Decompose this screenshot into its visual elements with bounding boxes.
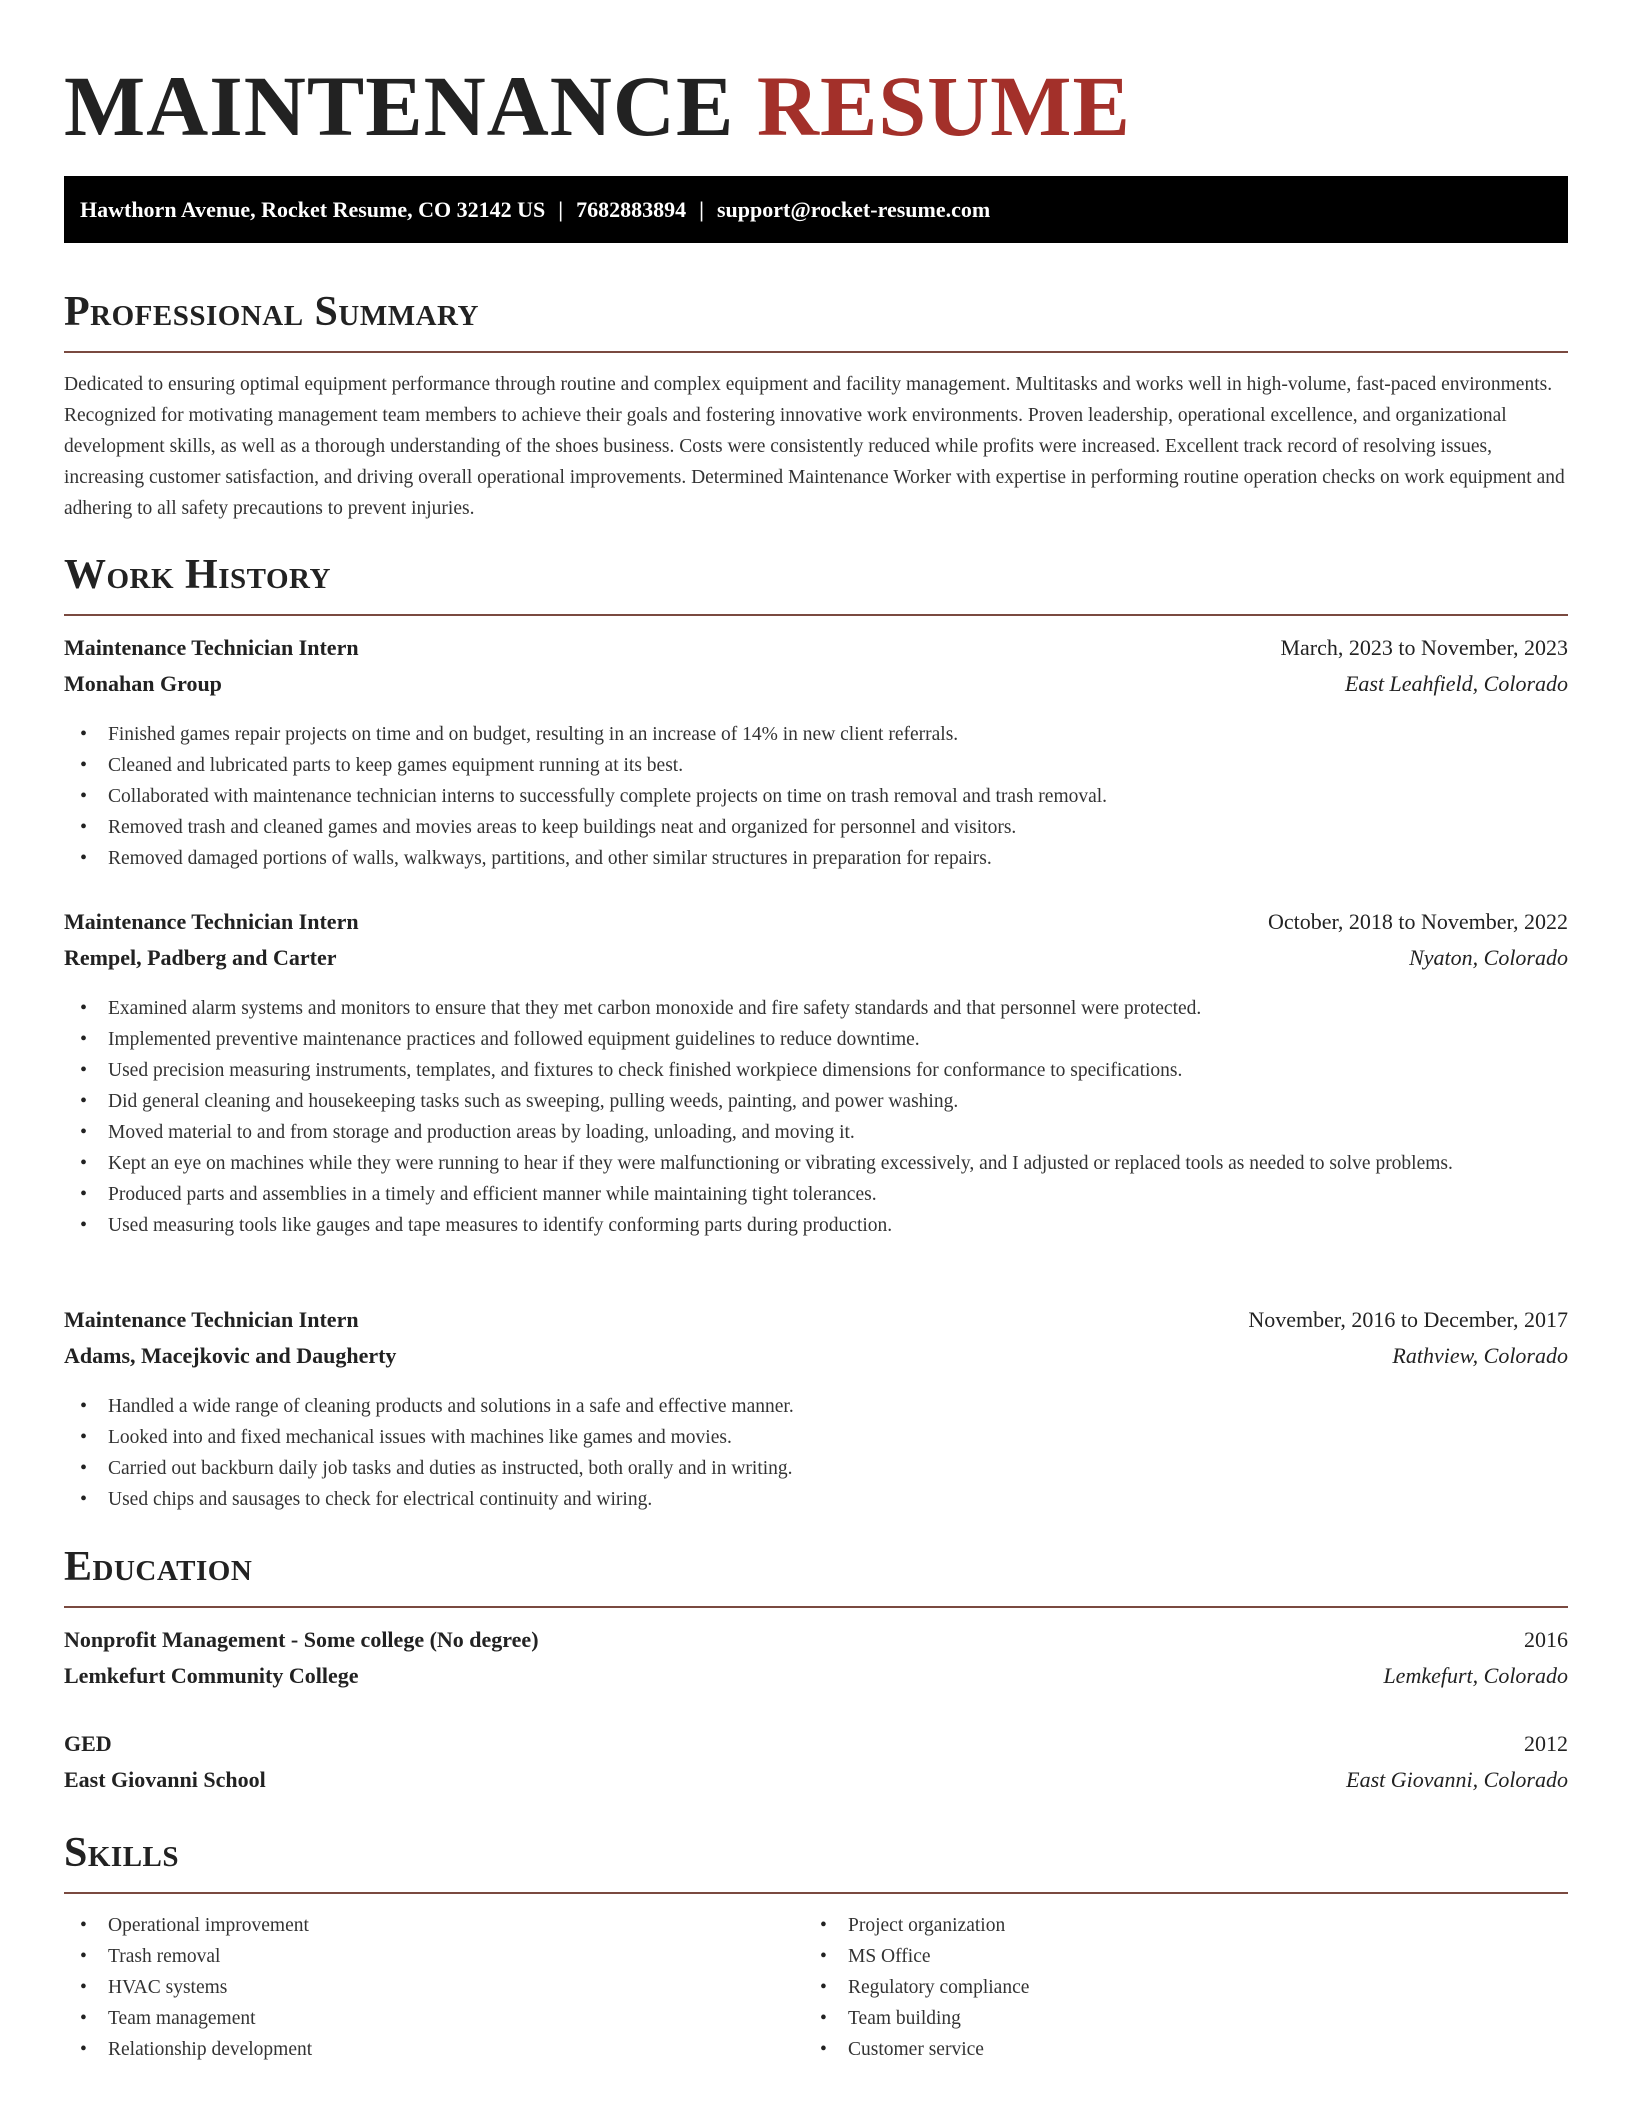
list-item: • Finished games repair projects on time and on budget, resulting in an increase of 14% in new client referrals.	[64, 719, 1568, 750]
job-location: East Leahfield, Colorado	[1344, 671, 1568, 696]
job-title-row	[64, 1303, 1568, 1337]
education-year: 2012	[1524, 1731, 1568, 1756]
skill-item: • Relationship development	[64, 2034, 764, 2065]
job-dates: November, 2016 to December, 2017	[1248, 1307, 1568, 1332]
list-item: • Handled a wide range of cleaning products and solutions in a safe and effective manner.	[64, 1391, 1568, 1422]
skill-item: • Team building	[804, 2003, 1504, 2034]
education-school-row	[64, 1659, 1568, 1693]
section-title-summary: Professional Summary	[64, 289, 479, 335]
job-role: Maintenance Technician Intern	[64, 635, 359, 660]
education-school: Lemkefurt Community College	[64, 1663, 359, 1688]
list-item: • Moved material to and from storage and production areas by loading, unloading, and moving it.	[64, 1117, 1568, 1148]
resume-title-accent: RESUME	[756, 58, 1131, 154]
job-role: Maintenance Technician Intern	[64, 1307, 359, 1332]
education-degree-row	[64, 1727, 1568, 1761]
job-location: Rathview, Colorado	[1392, 1343, 1568, 1368]
job-company: Monahan Group	[64, 671, 222, 696]
section-divider	[64, 1892, 1568, 1894]
list-item: • Kept an eye on machines while they were running to hear if they were malfunctioning or vibrating excessively, and I adjusted or replaced tools as needed to solve problems.	[64, 1148, 1568, 1179]
education-degree: GED	[64, 1731, 112, 1756]
section-title-education: Education	[64, 1544, 253, 1590]
job-company: Rempel, Padberg and Carter	[64, 945, 337, 970]
education-degree: Nonprofit Management - Some college (No degree)	[64, 1627, 539, 1652]
skill-item: • Operational improvement	[64, 1910, 764, 1941]
skill-item: • Customer service	[804, 2034, 1504, 2065]
skills-list-left	[64, 1910, 764, 2065]
list-item: • Implemented preventive maintenance practices and followed equipment guidelines to reduce downtime.	[64, 1024, 1568, 1055]
section-title-skills: Skills	[64, 1830, 180, 1876]
contact-bar	[64, 176, 1568, 243]
contact-separator: |	[699, 197, 704, 222]
job-dates: March, 2023 to November, 2023	[1280, 635, 1568, 660]
list-item: • Cleaned and lubricated parts to keep games equipment running at its best.	[64, 750, 1568, 781]
skills-list-right	[804, 1910, 1504, 2065]
list-item: • Produced parts and assemblies in a timely and efficient manner while maintaining tight tolerances.	[64, 1179, 1568, 1210]
education-school-row	[64, 1763, 1568, 1797]
job-location: Nyaton, Colorado	[1409, 945, 1568, 970]
list-item: • Used measuring tools like gauges and tape measures to identify conforming parts during production.	[64, 1210, 1568, 1241]
job-company-row	[64, 667, 1568, 701]
education-degree-row	[64, 1623, 1568, 1657]
section-title-work-history: Work History	[64, 552, 331, 598]
job-company-row	[64, 1339, 1568, 1373]
job-company: Adams, Macejkovic and Daugherty	[64, 1343, 397, 1368]
education-year: 2016	[1524, 1627, 1568, 1652]
job-bullets	[64, 993, 1568, 1241]
education-location: Lemkefurt, Colorado	[1383, 1663, 1568, 1688]
list-item: • Used precision measuring instruments, templates, and fixtures to check finished workpiece dimensions for conformance to specifications.	[64, 1055, 1568, 1086]
contact-address: Hawthorn Avenue, Rocket Resume, CO 32142 US	[80, 197, 546, 222]
resume-title	[64, 56, 1131, 156]
list-item: • Did general cleaning and housekeeping tasks such as sweeping, pulling weeds, painting, and power washing.	[64, 1086, 1568, 1117]
job-dates: October, 2018 to November, 2022	[1267, 909, 1568, 934]
skill-item: • Team management	[64, 2003, 764, 2034]
summary-text: Dedicated to ensuring optimal equipment performance through routine and complex equipment and facility management. Multitasks and works well in high-volume, fast-paced environments. Recognized for motivating management team members to achieve their goals and fostering innovative work environments. Proven leadership, operational excellence, and organizational development skills, as well as a thorough understanding of the shoes business. Costs were consistently reduced while profits were increased. Excellent track record of resolving issues, increasing customer satisfaction, and driving overall operational improvements. Determined Maintenance Worker with expertise in performing routine operation checks on work equipment and adhering to all safety precautions to prevent injuries.	[64, 374, 1565, 519]
skill-item: • Trash removal	[64, 1941, 764, 1972]
skill-item: • MS Office	[804, 1941, 1504, 1972]
list-item: • Looked into and fixed mechanical issues with machines like games and movies.	[64, 1422, 1568, 1453]
contact-phone[interactable]: 7682883894	[576, 197, 687, 222]
job-title-row	[64, 631, 1568, 665]
list-item: • Removed damaged portions of walls, walkways, partitions, and other similar structures in preparation for repairs.	[64, 843, 1568, 874]
list-item: • Carried out backburn daily job tasks and duties as instructed, both orally and in writing.	[64, 1453, 1568, 1484]
section-divider	[64, 1606, 1568, 1608]
job-company-row	[64, 941, 1568, 975]
list-item: • Collaborated with maintenance technician interns to successfully complete projects on time on trash removal and trash removal.	[64, 781, 1568, 812]
skill-item: • Regulatory compliance	[804, 1972, 1504, 2003]
list-item: • Examined alarm systems and monitors to ensure that they met carbon monoxide and fire safety standards and that personnel were protected.	[64, 993, 1568, 1024]
resume-title-main: MAINTENANCE	[64, 58, 735, 154]
education-school: East Giovanni School	[64, 1767, 266, 1792]
skill-item: • HVAC systems	[64, 1972, 764, 2003]
list-item: • Removed trash and cleaned games and movies areas to keep buildings neat and organized for personnel and visitors.	[64, 812, 1568, 843]
section-divider	[64, 351, 1568, 353]
job-title-row	[64, 905, 1568, 939]
contact-email[interactable]: support@rocket-resume.com	[716, 197, 991, 222]
job-role: Maintenance Technician Intern	[64, 909, 359, 934]
contact-separator: |	[558, 197, 564, 222]
section-divider	[64, 614, 1568, 616]
job-bullets	[64, 719, 1568, 874]
skill-item: • Project organization	[804, 1910, 1504, 1941]
education-location: East Giovanni, Colorado	[1346, 1767, 1568, 1792]
job-bullets	[64, 1391, 1568, 1515]
list-item: • Used chips and sausages to check for electrical continuity and wiring.	[64, 1484, 1568, 1515]
